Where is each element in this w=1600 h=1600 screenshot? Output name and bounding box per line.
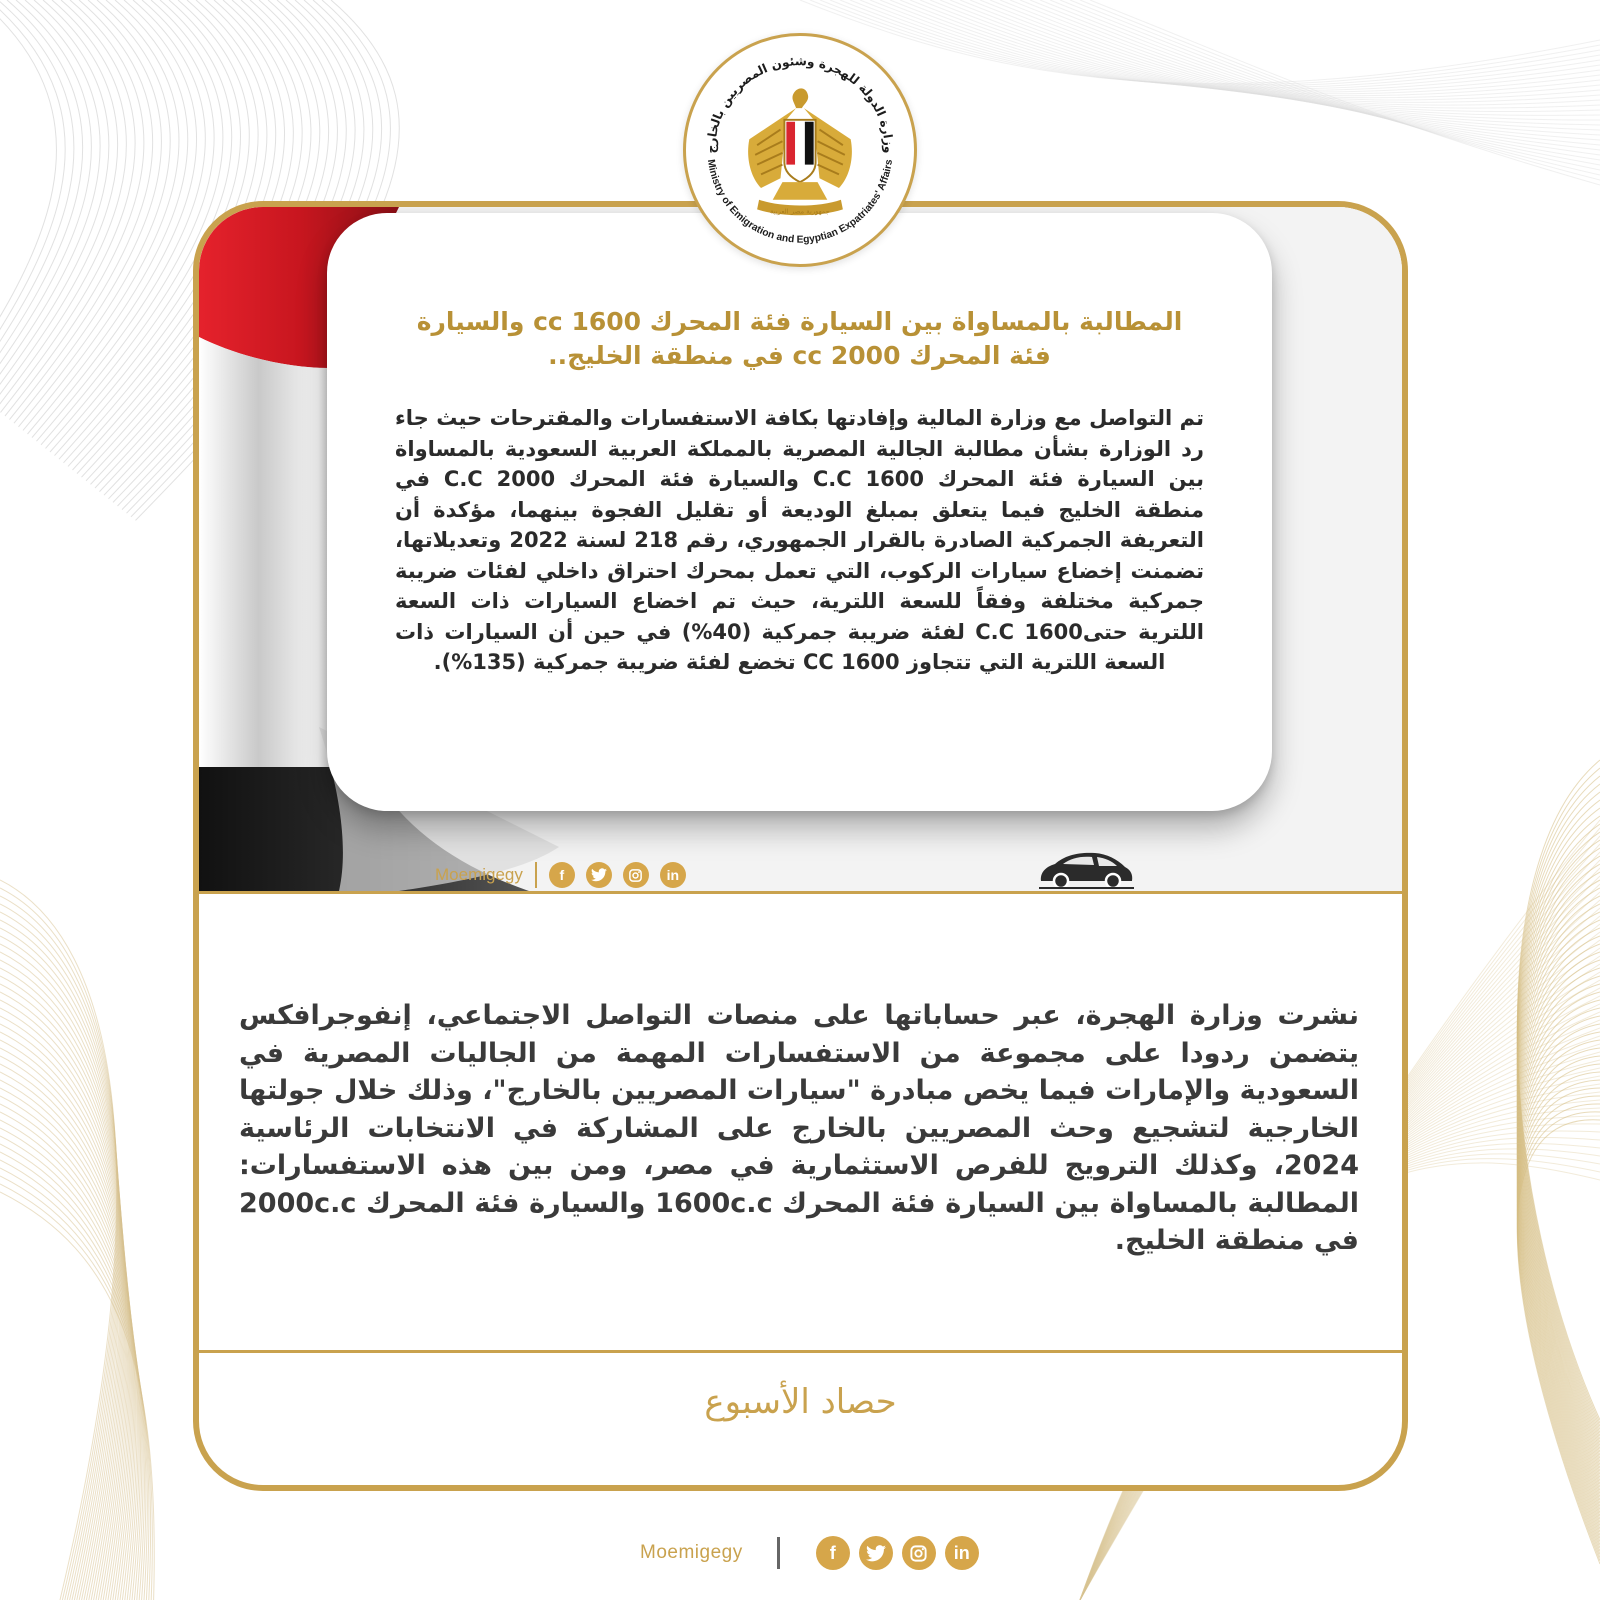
- ministry-logo: [683, 33, 917, 267]
- weekly-harvest-label: حصاد الأسبوع: [704, 1382, 897, 1422]
- news-paragraph: نشرت وزارة الهجرة، عبر حساباتها على منصات التواصل الاجتماعي، إنفوجرافكس يتضمن ردودا على مجموعة من الاستفسارات المهمة من الجاليات المصرية في السعودية والإمارات فيما يخص مبادرة "سيارات المصريين بالخارج"، وذلك خلال جولتها الخارجية لتشجيع وحث المصريين بالخارج على المشاركة في الانتخابات الرئاسية 2024، وكذلك الترويج للفرص الاستثمارية في مصر، ومن بين هذه الاستفسارات: المطالبة بالمساواة بين السيارة فئة المحرك 1600c.c والسيارة فئة المحرك 2000c.c في منطقة الخليج.: [239, 1000, 1359, 1256]
- footer-social-bar: [640, 1536, 979, 1570]
- divider-top: [199, 891, 1402, 894]
- info-card: [327, 213, 1272, 811]
- facebook-icon[interactable]: f: [816, 1536, 850, 1570]
- card-body: تم التواصل مع وزارة المالية وإفادتها بكافة الاستفسارات والمقترحات حيث جاء رد الوزارة بشأن مطالبة الجالية المصرية بالمملكة العربية السعودية بالمساواة بين السيارة فئة المحرك 1600 C.C والسيارة فئة المحرك 2000 C.C في منطقة الخليج فيما يتعلق بمبلغ الوديعة أو تقليل الفجوة بينهما، مؤكدة أن التعريفة الجمركية الصادرة بالقرار الجمهوري، رقم 218 لسنة 2022 وتعديلاتها، تضمنت إخضاع سيارات الركوب، التي تعمل بمحرك احتراق داخلي لفئات ضريبة جمركية مختلفة وفقاً للسعة اللترية، حيث تم اخضاع السيارات ذات السعة اللترية حتى1600 C.C لفئة ضريبة جمركية (40%) في حين أن السيارات ذات السعة اللترية التي تتجاوز 1600 CC تخضع لفئة ضريبة جمركية (135%).: [395, 406, 1205, 674]
- logo-english-text: Ministry of Emigration and Egyptian Expatriates' Affairs: [704, 158, 896, 246]
- post-frame: [193, 201, 1408, 1491]
- logo-arabic-text: وزارة الدولة للهجرة وشئون المصريين بالخارج: [704, 54, 896, 154]
- linkedin-icon[interactable]: in: [660, 862, 686, 888]
- instagram-icon[interactable]: [902, 1536, 936, 1570]
- footer-social-handle: Moemigegy: [640, 1542, 743, 1563]
- instagram-icon[interactable]: [623, 862, 649, 888]
- car-icon: [1037, 847, 1135, 889]
- divider-bottom: [199, 1350, 1402, 1353]
- linkedin-icon[interactable]: in: [945, 1536, 979, 1570]
- twitter-icon[interactable]: [859, 1536, 893, 1570]
- facebook-icon[interactable]: f: [549, 862, 575, 888]
- infographic-image: [199, 207, 1402, 891]
- twitter-icon[interactable]: [586, 862, 612, 888]
- image-social-handle: Moemigegy: [435, 865, 523, 884]
- card-title: المطالبة بالمساواة بين السيارة فئة المحرك 1600 cc والسيارة فئة المحرك 2000 cc في منطقة الخليج..: [416, 307, 1183, 370]
- eagle-emblem-icon: [748, 88, 852, 215]
- image-social-bar: [435, 862, 686, 888]
- emblem-caption: جمهورية مصر العربية: [770, 207, 830, 216]
- image-social-separator: [535, 862, 537, 888]
- footer-social-separator: [777, 1537, 780, 1569]
